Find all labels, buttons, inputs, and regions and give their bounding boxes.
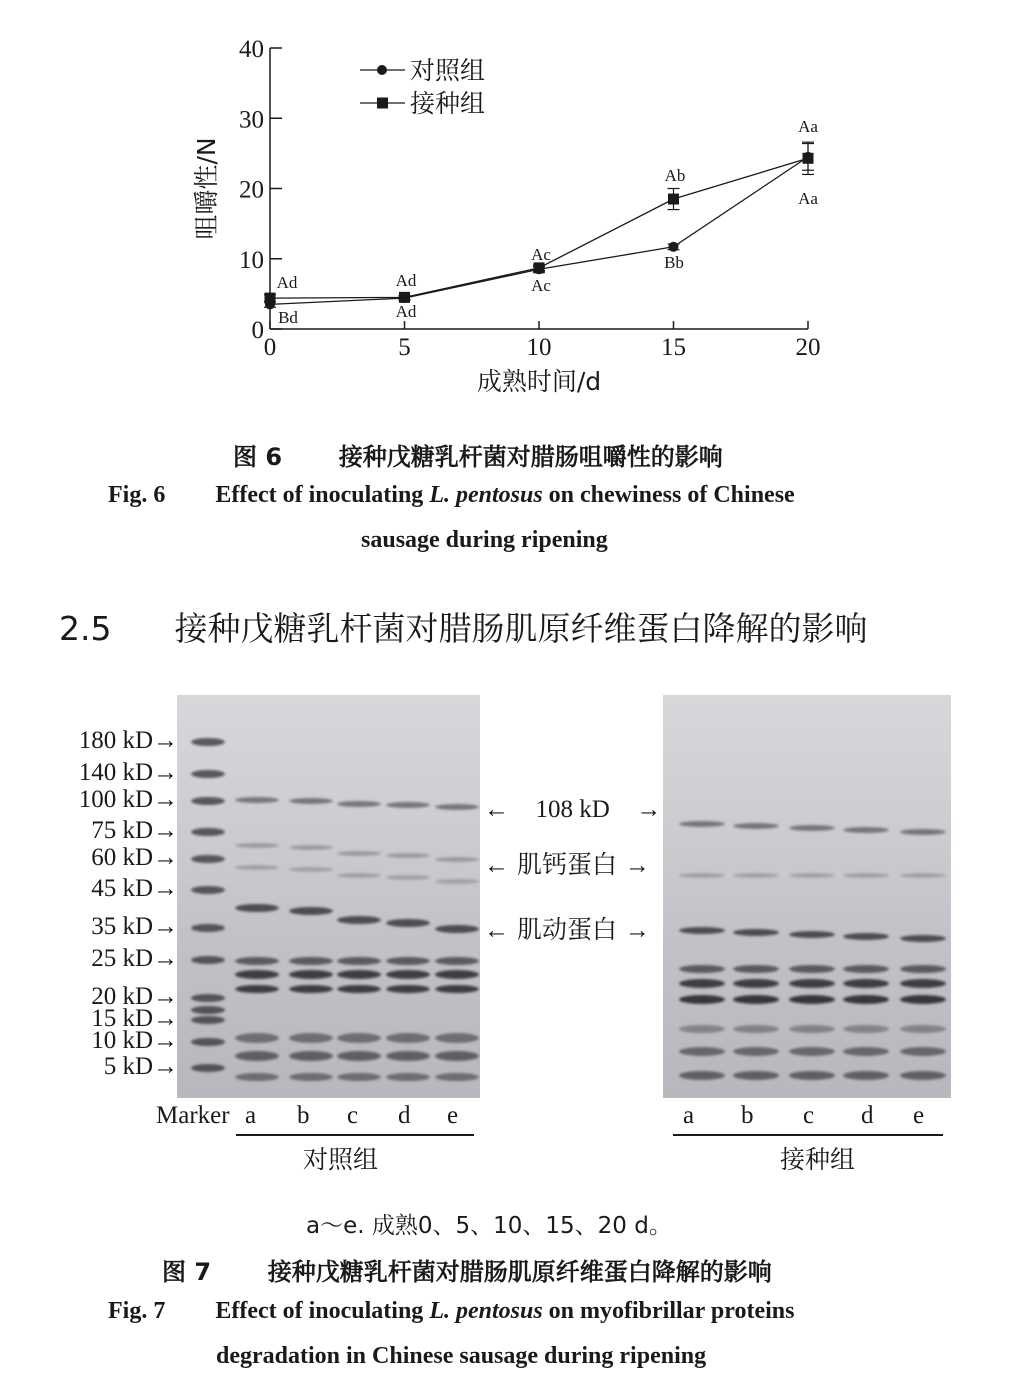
marker-band [191,828,225,836]
band-5kd [679,1047,725,1056]
marker-band [191,956,225,964]
band-25kd [733,979,779,988]
x-tick-label: 10 [526,334,552,361]
band-calpain [900,873,946,878]
data-point-square [534,262,545,273]
fig7-en-species: L. pentosus [429,1298,543,1324]
band-108kd [289,798,333,804]
marker-size-row [91,913,178,941]
band-actin [386,919,430,927]
marker-size-row [104,1053,178,1081]
left-arrow: ← [484,917,509,944]
band-5kd [900,1071,946,1080]
band-25kd [789,965,835,973]
band-5kd [435,1073,479,1081]
legend-circle-marker [377,65,387,75]
lane-label-inoculated: c [803,1102,815,1129]
marker-band [191,770,225,778]
fig6-cn-title: 接种戊糖乳杆菌对腊肠咀嚼性的影响 [338,443,723,471]
marker-size-label: 140 kD [78,759,153,786]
marker-size-label: 60 kD [91,844,153,871]
band-5kd [289,1051,333,1061]
data-point-circle [669,242,679,252]
group-underline-inoculated [673,1134,943,1136]
fig7-caption-cn [162,1252,772,1287]
group-label-control: 对照组 [303,1145,379,1174]
band-calpain [789,873,835,878]
lane-label-inoculated: b [741,1102,754,1129]
x-tick-label: 20 [795,334,821,361]
marker-size-row [91,817,178,845]
band-10kd [789,1025,835,1033]
section-heading [59,603,867,650]
band-25kd [679,979,725,988]
marker-band [191,797,225,805]
band-5kd [337,1051,381,1061]
band-25kd [733,965,779,973]
marker-size-label: 10 kD [91,1027,153,1054]
band-calpain [386,875,430,880]
fig7-en-text-a: Effect of inoculating [215,1298,430,1324]
band-108kd [435,804,479,810]
band-5kd [733,1071,779,1080]
band-108kd [843,827,889,833]
band-20kd [337,985,381,993]
band-calpain [337,851,381,856]
band-actin [789,931,835,938]
fig6-en-text-a: Effect of inoculating [215,482,430,508]
band-25kd [235,957,279,965]
band-20kd [235,985,279,993]
left-arrow: ← [484,852,509,879]
band-5kd [789,1047,835,1056]
significance-label: Ad [395,302,417,321]
significance-label: Ac [531,245,551,264]
marker-arrow: → [153,913,178,940]
band-5kd [235,1073,279,1081]
marker-size-label: 100 kD [78,786,153,813]
band-calpain [435,857,479,862]
right-arrow: → [636,796,662,823]
band-25kd [337,957,381,965]
band-calpain [733,873,779,878]
chewiness-chart [0,0,1010,420]
band-25kd [679,965,725,973]
band-25kd [900,979,946,988]
band-25kd [435,970,479,979]
band-10kd [235,1033,279,1043]
band-5kd [789,1071,835,1080]
band-108-annotation [484,796,661,824]
y-tick-label: 20 [239,176,264,204]
fig7-caption-en-line2: degradation in Chinese sausage during ripening [216,1343,707,1369]
significance-label: Aa [798,117,818,136]
significance-label: Bb [664,253,684,272]
marker-lane-label: Marker [156,1102,230,1129]
band-calpain [235,843,279,848]
marker-arrow: → [153,759,178,786]
band-calpain [235,865,279,870]
y-axis-title: 咀嚼性/N [192,137,221,240]
legend-label: 接种组 [410,89,486,118]
marker-band [191,855,225,863]
band-108kd [679,821,725,827]
marker-arrow: → [153,875,178,902]
band-calpain [386,853,430,858]
fig6-caption-en-line2: sausage during ripening [361,527,608,553]
legend-label: 对照组 [410,56,486,85]
band-108kd [789,825,835,831]
marker-size-label: 20 kD [91,983,153,1010]
y-tick-label: 40 [239,36,264,63]
band-actin-label: 肌动蛋白 [516,915,617,944]
marker-arrow: → [153,1027,178,1054]
marker-size-label: 75 kD [91,817,153,844]
fig7-caption-en-line1 [108,1298,794,1325]
band-calpain [337,873,381,878]
marker-size-label: 45 kD [91,875,153,902]
y-tick-label: 30 [239,106,264,134]
band-25kd [843,979,889,988]
lane-label-control: e [447,1102,459,1129]
band-10kd [337,1033,381,1043]
significance-label: Bd [278,308,298,327]
band-25kd [900,965,946,973]
band-10kd [900,1025,946,1033]
band-20kd [386,985,430,993]
fig6-en-text-b: on chewiness of Chinese [542,482,795,508]
band-calpain [843,873,889,878]
marker-size-row [91,1027,178,1055]
band-actin [235,904,279,912]
fig6-caption-cn [233,437,723,472]
marker-arrow: → [153,1053,178,1080]
band-5kd [733,1047,779,1056]
group-label-inoculated: 接种组 [780,1145,856,1174]
marker-size-label: 25 kD [91,945,153,972]
band-actin [679,927,725,934]
fig7-cn-title: 接种戊糖乳杆菌对腊肠肌原纤维蛋白降解的影响 [267,1258,772,1286]
band-actin [733,929,779,936]
data-point-square [803,153,814,164]
band-25kd [386,970,430,979]
marker-size-label: 15 kD [91,1005,153,1032]
lane-label-control: c [347,1102,359,1129]
band-calpain [679,873,725,878]
band-25kd [789,979,835,988]
lane-label-inoculated: e [913,1102,925,1129]
data-point-square [265,293,276,304]
band-25kd [289,957,333,965]
band-25kd [235,970,279,979]
band-108kd [337,801,381,807]
significance-label: Ad [395,271,417,290]
band-108-label: 108 kD [535,796,610,823]
band-10kd [435,1033,479,1043]
band-20kd [679,995,725,1004]
x-tick-label: 15 [661,334,686,361]
marker-band [191,1064,225,1072]
marker-arrow: → [153,945,178,972]
fig6-caption-en-line1 [108,482,795,509]
band-5kd [900,1047,946,1056]
marker-arrow: → [153,844,178,871]
right-arrow: → [624,852,650,879]
section-title: 接种戊糖乳杆菌对腊肠肌原纤维蛋白降解的影响 [174,609,868,648]
band-10kd [679,1025,725,1033]
gel-control-image [177,695,480,1098]
band-actin [435,925,479,933]
section-number: 2.5 [59,609,112,648]
fig6-en-number: Fig. 6 [108,482,166,508]
x-axis-title: 成熟时间/d [476,367,602,396]
band-5kd [386,1051,430,1061]
lane-label-control: d [398,1102,411,1129]
significance-label: Ac [531,276,551,295]
x-tick-label: 0 [263,334,277,361]
band-20kd [435,985,479,993]
lane-label-inoculated: d [861,1102,874,1129]
marker-size-row [91,844,178,872]
band-20kd [789,995,835,1004]
band-10kd [386,1033,430,1043]
marker-arrow: → [153,786,178,813]
band-5kd [435,1051,479,1061]
band-25kd [435,957,479,965]
marker-size-row [91,875,178,903]
marker-band [191,1016,225,1024]
gel-inoculated-image [663,695,951,1098]
marker-band [191,924,225,932]
marker-size-label: 180 kD [78,727,153,754]
band-5kd [289,1073,333,1081]
fig6-cn-number: 图 6 [233,443,283,471]
left-arrow: ← [484,796,509,823]
marker-size-row [79,727,178,755]
band-calpain [435,879,479,884]
band-actin-annotation [484,910,650,946]
right-arrow: → [624,917,650,944]
band-108kd [900,829,946,835]
y-tick-label: 0 [251,317,264,344]
significance-label: Ad [276,273,298,292]
band-108kd [386,802,430,808]
marker-arrow: → [153,817,178,844]
band-20kd [900,995,946,1004]
band-5kd [843,1071,889,1080]
data-point-square [668,194,679,205]
marker-arrow: → [153,727,178,754]
marker-size-label: 35 kD [91,913,153,940]
significance-label: Aa [798,189,818,208]
marker-band [191,994,225,1002]
band-5kd [679,1071,725,1080]
legend-square-marker [377,98,388,109]
lane-label-control: b [297,1102,310,1129]
marker-size-label: 5 kD [103,1053,153,1080]
group-underline-control [236,1134,474,1136]
band-20kd [843,995,889,1004]
band-actin [289,907,333,915]
fig7-cn-number: 图 7 [162,1258,212,1286]
band-calpain [289,845,333,850]
y-tick-label: 10 [239,246,264,274]
band-actin [900,935,946,942]
band-10kd [843,1025,889,1033]
band-25kd [843,965,889,973]
x-tick-label: 5 [398,334,411,361]
marker-size-row [91,945,178,973]
band-5kd [386,1073,430,1081]
fig6-en-species: L. pentosus [429,482,543,508]
marker-arrow: → [153,1005,178,1032]
band-25kd [337,970,381,979]
marker-size-row [79,786,178,814]
marker-band [191,1006,225,1014]
fig7-en-text-b: on myofibrillar proteins [542,1298,795,1324]
band-20kd [289,985,333,993]
band-5kd [235,1051,279,1061]
band-25kd [386,957,430,965]
marker-band [191,738,225,746]
band-5kd [337,1073,381,1081]
band-calpain [289,867,333,872]
marker-band [191,1038,225,1046]
marker-size-row [79,759,178,787]
fig7-note: a～e. 成熟0、5、10、15、20 d。 [306,1213,672,1239]
lane-label-control: a [245,1102,257,1129]
marker-band [191,886,225,894]
band-calpain-annotation [484,845,650,881]
significance-label: Ab [664,166,686,185]
band-20kd [733,995,779,1004]
band-calpain-label: 肌钙蛋白 [516,850,617,879]
marker-arrow: → [153,983,178,1010]
band-108kd [733,823,779,829]
band-actin [843,933,889,940]
fig7-en-number: Fig. 7 [108,1298,166,1324]
band-10kd [289,1033,333,1043]
lane-label-inoculated: a [683,1102,695,1129]
band-5kd [843,1047,889,1056]
band-108kd [235,797,279,803]
band-10kd [733,1025,779,1033]
band-actin [337,916,381,924]
band-25kd [289,970,333,979]
